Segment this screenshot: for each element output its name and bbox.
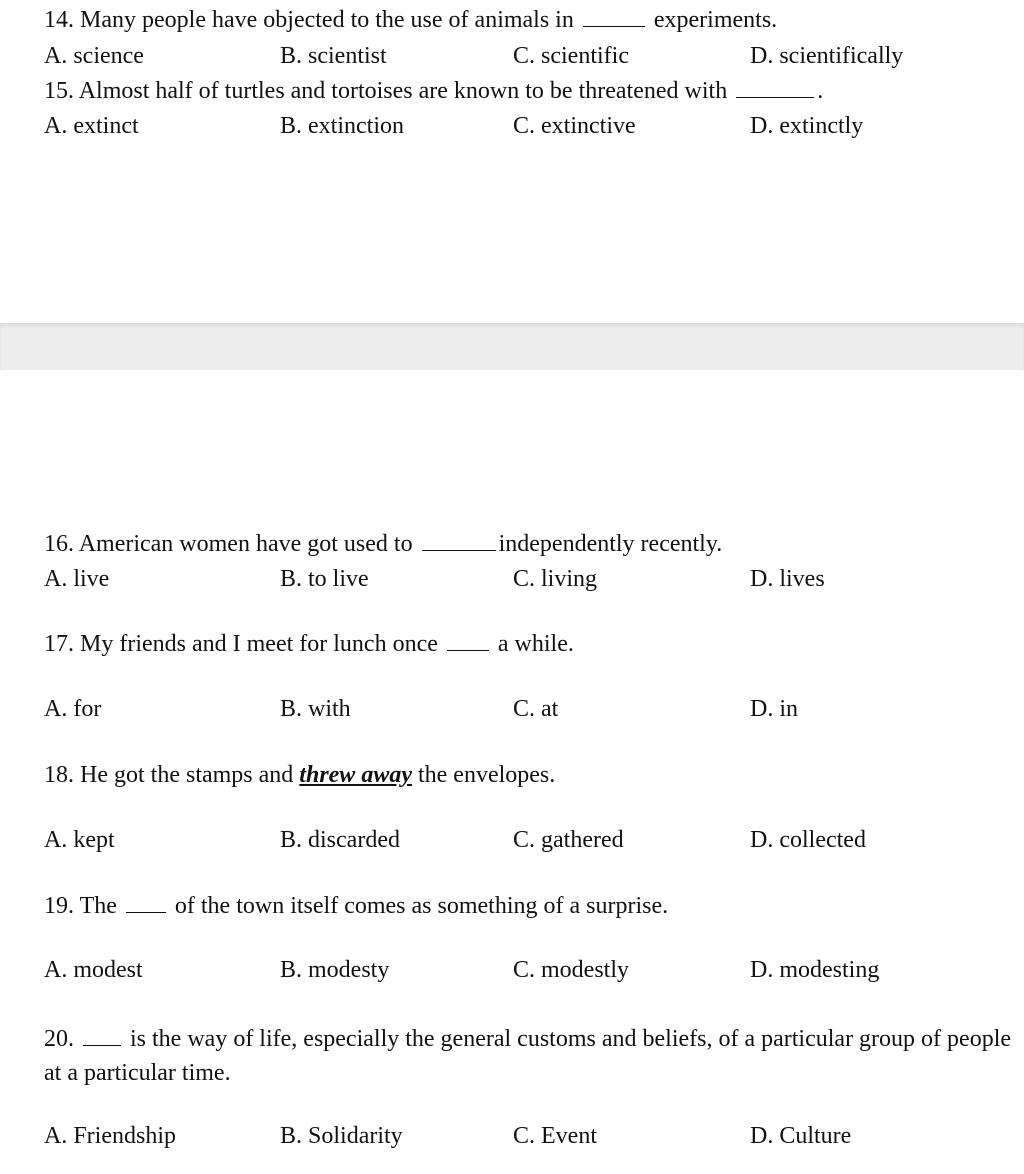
question-text: a while. — [497, 631, 574, 657]
option-d[interactable]: D. scientifically — [750, 43, 904, 69]
option-d[interactable]: D. collected — [750, 827, 866, 853]
option-b[interactable]: B. to live — [280, 566, 369, 592]
options-19 — [44, 956, 1004, 986]
answer-blank — [422, 530, 496, 551]
page-divider — [0, 323, 1024, 370]
option-c[interactable]: C. modestly — [513, 957, 630, 983]
options-15 — [44, 112, 1004, 142]
option-b[interactable]: B. discarded — [280, 827, 400, 853]
options-17 — [44, 695, 1004, 725]
question-14 — [44, 6, 777, 35]
question-number: 15. — [44, 78, 74, 104]
option-b[interactable]: B. extinction — [280, 113, 404, 139]
option-b[interactable]: B. Solidarity — [280, 1123, 403, 1149]
question-19 — [44, 892, 668, 921]
option-a[interactable]: A. live — [44, 566, 110, 592]
option-b[interactable]: B. modesty — [280, 957, 390, 983]
question-number: 18. — [44, 762, 74, 788]
emphasized-phrase: threw away — [299, 762, 412, 788]
option-d[interactable]: D. in — [750, 696, 798, 722]
option-a[interactable]: A. extinct — [44, 113, 139, 139]
question-text: . — [817, 78, 824, 104]
option-a[interactable]: A. science — [44, 43, 144, 69]
option-c[interactable]: C. Event — [513, 1123, 597, 1149]
option-c[interactable]: C. gathered — [513, 827, 624, 853]
options-20 — [44, 1122, 1004, 1152]
option-d[interactable]: D. modesting — [750, 957, 880, 983]
option-c[interactable]: C. living — [513, 566, 598, 592]
question-20 — [44, 1022, 1014, 1090]
question-text: He got the stamps and — [80, 762, 294, 788]
question-text: My friends and I meet for lunch once — [80, 631, 438, 657]
question-15 — [44, 77, 823, 106]
options-16 — [44, 565, 1004, 595]
question-number: 17. — [44, 631, 74, 657]
options-18 — [44, 826, 1004, 856]
question-17 — [44, 630, 574, 659]
question-text: of the town itself comes as something of a surprise. — [174, 893, 669, 919]
question-text: Many people have objected to the use of animals in — [80, 7, 574, 33]
option-d[interactable]: D. Culture — [750, 1123, 852, 1149]
option-c[interactable]: C. extinctive — [513, 113, 636, 139]
answer-blank — [83, 1025, 121, 1046]
option-c[interactable]: C. scientific — [513, 43, 629, 69]
option-a[interactable]: A. kept — [44, 827, 115, 853]
option-d[interactable]: D. lives — [750, 566, 825, 592]
option-b[interactable]: B. scientist — [280, 43, 387, 69]
option-a[interactable]: A. Friendship — [44, 1123, 176, 1149]
option-d[interactable]: D. extinctly — [750, 113, 864, 139]
question-number: 14. — [44, 7, 74, 33]
question-text: The — [79, 893, 117, 919]
question-text: is the way of life, especially the general customs and beliefs, of a particular group of people at a particular time. — [44, 1026, 1012, 1086]
option-c[interactable]: C. at — [513, 696, 559, 722]
question-number: 19. — [44, 893, 74, 919]
question-text: independently recently. — [498, 531, 723, 557]
options-14 — [44, 42, 1004, 72]
option-b[interactable]: B. with — [280, 696, 351, 722]
question-text: American women have got used to — [78, 531, 413, 557]
answer-blank — [447, 630, 489, 651]
answer-blank — [736, 77, 814, 98]
question-16 — [44, 530, 722, 559]
question-text: experiments. — [653, 7, 778, 33]
option-a[interactable]: A. modest — [44, 957, 143, 983]
question-number: 20. — [44, 1026, 74, 1052]
answer-blank — [583, 6, 645, 27]
question-18 — [44, 761, 555, 790]
question-number: 16. — [44, 531, 74, 557]
answer-blank — [126, 892, 166, 913]
question-text: Almost half of turtles and tortoises are known to be threatened with — [78, 78, 728, 104]
option-a[interactable]: A. for — [44, 696, 102, 722]
question-text: the envelopes. — [417, 762, 556, 788]
